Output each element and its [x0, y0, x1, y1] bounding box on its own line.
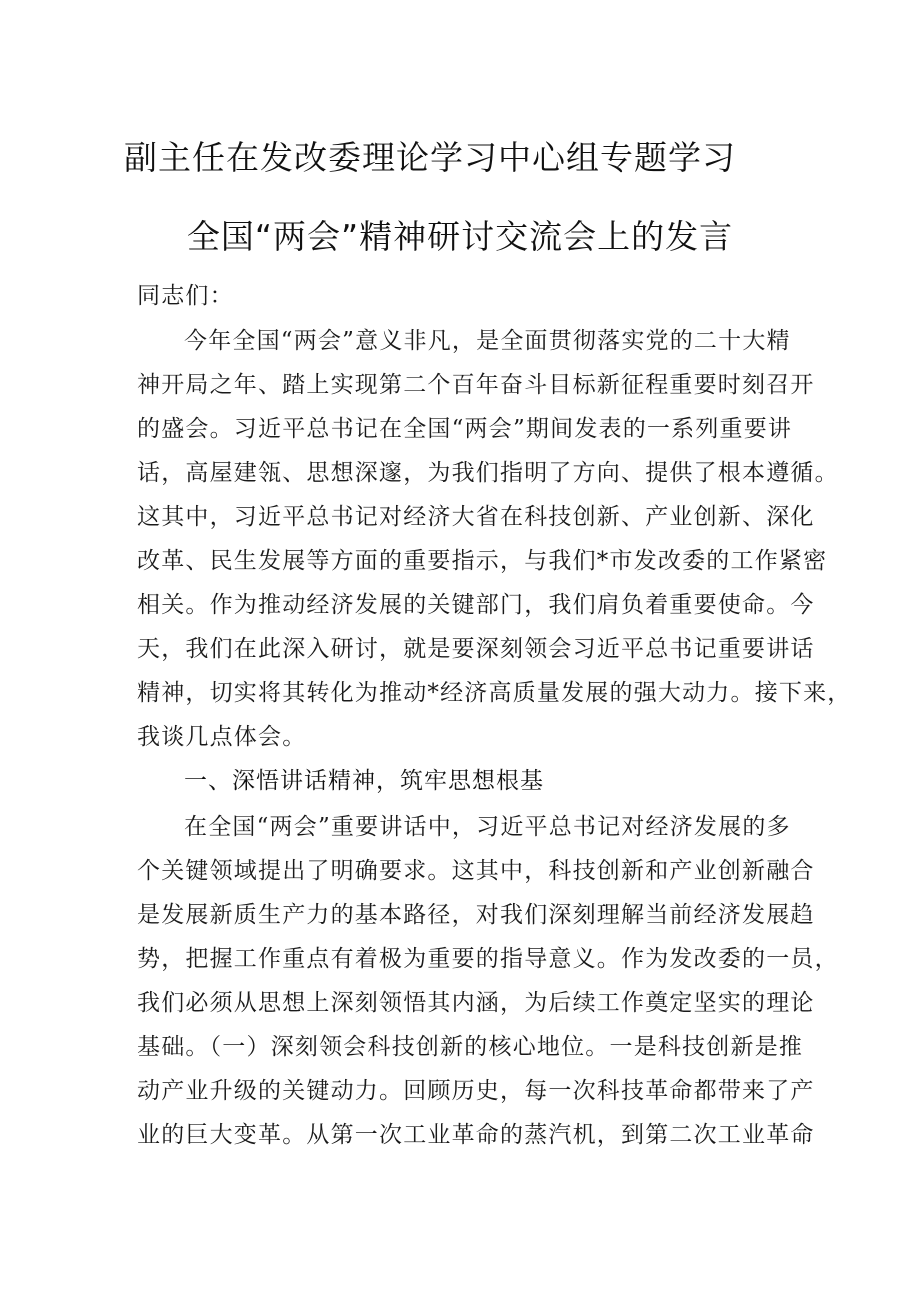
paragraph-1-line: 精神，切实将其转化为推动*经济高质量发展的强大动力。接下来， [137, 680, 852, 706]
paragraph-2-line: 个关键领域提出了明确要求。这其中，科技创新和产业创新融合 [137, 858, 815, 884]
paragraph-1-line: 话，高屋建瓴、思想深邃，为我们指明了方向、提供了根本遵循。 [137, 460, 839, 486]
paragraph-1-line: 改革、民生发展等方面的重要指示，与我们*市发改委的工作紧密 [137, 548, 828, 574]
paragraph-2-line: 我们必须从思想上深刻领悟其内涵，为后续工作奠定坚实的理论 [137, 990, 815, 1016]
paragraph-1-line: 这其中，习近平总书记对经济大省在科技创新、产业创新、深化 [137, 504, 815, 530]
paragraph-1-line: 今年全国“两会”意义非凡，是全面贯彻落实党的二十大精 [184, 328, 791, 354]
section-1-heading: 一、深悟讲话精神，筑牢思想根基 [184, 768, 544, 794]
paragraph-2-line: 动产业升级的关键动力。回顾历史，每一次科技革命都带来了产 [137, 1078, 815, 1104]
paragraph-2-line: 在全国“两会”重要讲话中，习近平总书记对经济发展的多 [184, 814, 791, 840]
paragraph-2-line: 是发展新质生产力的基本路径，对我们深刻理解当前经济发展趋 [137, 902, 815, 928]
paragraph-2-line: 势，把握工作重点有着极为重要的指导意义。作为发改委的一员， [137, 946, 839, 972]
paragraph-1-line: 相关。作为推动经济发展的关键部门，我们肩负着重要使命。今 [137, 592, 815, 618]
document-title-line-2: 全国“两会”精神研讨交流会上的发言 [186, 217, 734, 256]
document-title-line-1: 副主任在发改委理论学习中心组专题学习 [124, 138, 736, 177]
paragraph-2-line: 业的巨大变革。从第一次工业革命的蒸汽机，到第二次工业革命 [137, 1122, 815, 1148]
paragraph-1-line: 的盛会。习近平总书记在全国“两会”期间发表的一系列重要讲 [137, 416, 793, 442]
paragraph-1-line: 神开局之年、踏上实现第二个百年奋斗目标新征程重要时刻召开 [137, 372, 815, 398]
paragraph-2-line: 基础。（一）深刻领会科技创新的核心地位。一是科技创新是推 [137, 1034, 804, 1060]
paragraph-1-line: 我谈几点体会。 [137, 724, 307, 750]
salutation: 同志们： [137, 283, 234, 309]
paragraph-1-line: 天，我们在此深入研讨，就是要深刻领会习近平总书记重要讲话 [137, 636, 815, 662]
